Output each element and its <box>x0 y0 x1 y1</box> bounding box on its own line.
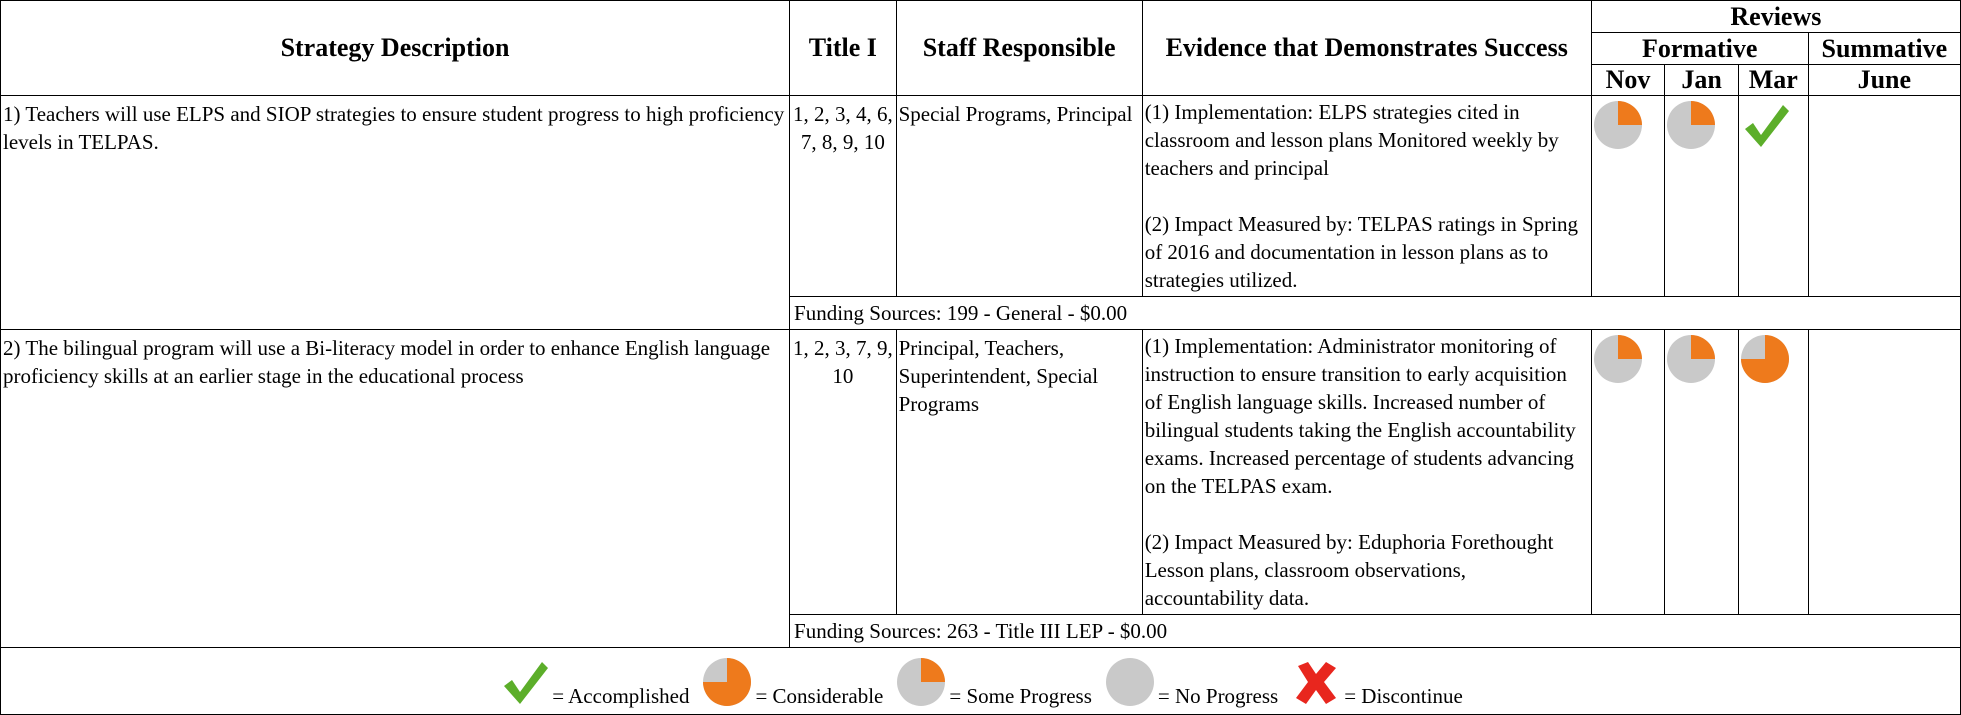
staff-responsible: Principal, Teachers, Superintendent, Special Programs <box>896 330 1142 615</box>
pie-three-quarter-icon <box>1739 333 1791 385</box>
evidence-cell <box>1142 96 1591 297</box>
status-mar <box>1738 96 1808 297</box>
header-title-i: Title I <box>790 1 897 96</box>
pie-quarter-icon <box>1592 99 1644 151</box>
title-i-values: 1, 2, 3, 7, 9, 10 <box>790 330 897 615</box>
pie-quarter-icon <box>895 656 947 708</box>
legend-some-progress-label: = Some Progress <box>949 684 1092 708</box>
header-staff-text: Staff Responsible <box>922 33 1116 62</box>
strategy-description: 1) Teachers will use ELPS and SIOP strategies to ensure student progress to high proficiency levels in TELPAS. <box>1 96 790 330</box>
funding-sources: Funding Sources: 199 - General - $0.00 <box>790 297 1961 330</box>
pie-quarter-icon <box>1592 333 1644 385</box>
title-i-values: 1, 2, 3, 4, 6, 7, 8, 9, 10 <box>790 96 897 297</box>
header-nov: Nov <box>1591 65 1665 96</box>
table-row <box>1 330 1961 615</box>
header-formative: Formative <box>1591 33 1808 65</box>
legend-row <box>1 648 1961 715</box>
evidence-implementation: (1) Implementation: ELPS strategies cited in classroom and lesson plans Monitored weekly by teachers and principal <box>1144 100 1559 180</box>
legend-accomplished-label: = Accomplished <box>552 684 690 708</box>
evidence-impact: (2) Impact Measured by: Eduphoria Forethought Lesson plans, classroom observations, accountability data. <box>1144 530 1554 610</box>
pie-quarter-icon <box>1665 99 1717 151</box>
header-evidence: Evidence that Demonstrates Success <box>1142 1 1591 96</box>
evidence-impact: (2) Impact Measured by: TELPAS ratings in Spring of 2016 and documentation in lesson plans as to strategies utilized. <box>1144 212 1579 292</box>
pie-three-quarter-icon <box>701 656 753 708</box>
check-icon <box>1739 99 1791 151</box>
evidence-implementation: (1) Implementation: Administrator monitoring of instruction to ensure transition to early acquisition of English language skills. Increased number of bilingual students taking the English accountability exams. Increased percentage of students advancing on the TELPAS exam. <box>1144 334 1576 498</box>
status-nov <box>1591 96 1665 297</box>
status-jan <box>1665 96 1739 297</box>
pie-quarter-icon <box>1665 333 1717 385</box>
legend-no-progress <box>1104 656 1278 708</box>
header-june: June <box>1808 65 1960 96</box>
funding-sources: Funding Sources: 263 - Title III LEP - $0.00 <box>790 615 1961 648</box>
staff-responsible: Special Programs, Principal <box>896 96 1142 297</box>
status-june <box>1808 330 1960 615</box>
status-mar <box>1738 330 1808 615</box>
header-mar: Mar <box>1738 65 1808 96</box>
legend-discontinue <box>1290 656 1463 708</box>
header-summative: Summative <box>1808 33 1960 65</box>
header-reviews: Reviews <box>1591 1 1960 33</box>
red-x-icon <box>1290 656 1342 708</box>
check-icon <box>498 656 550 708</box>
legend <box>1 648 1961 715</box>
gray-circle-icon <box>1104 656 1156 708</box>
status-nov <box>1591 330 1665 615</box>
header-strategy-description: Strategy Description <box>1 1 790 96</box>
status-june <box>1808 96 1960 297</box>
header-jan: Jan <box>1665 65 1739 96</box>
legend-accomplished <box>498 656 689 708</box>
legend-no-progress-label: = No Progress <box>1157 684 1279 708</box>
header-staff-responsible <box>896 1 1142 96</box>
legend-some-progress <box>895 656 1092 708</box>
legend-considerable-label: = Considerable <box>755 684 884 708</box>
evidence-cell <box>1142 330 1591 615</box>
status-jan <box>1665 330 1739 615</box>
table-row <box>1 96 1961 297</box>
legend-considerable <box>701 656 883 708</box>
legend-items <box>492 656 1469 708</box>
strategy-description: 2) The bilingual program will use a Bi-literacy model in order to enhance English language proficiency skills at an earlier stage in the educational process <box>1 330 790 648</box>
legend-discontinue-label: = Discontinue <box>1344 684 1463 708</box>
